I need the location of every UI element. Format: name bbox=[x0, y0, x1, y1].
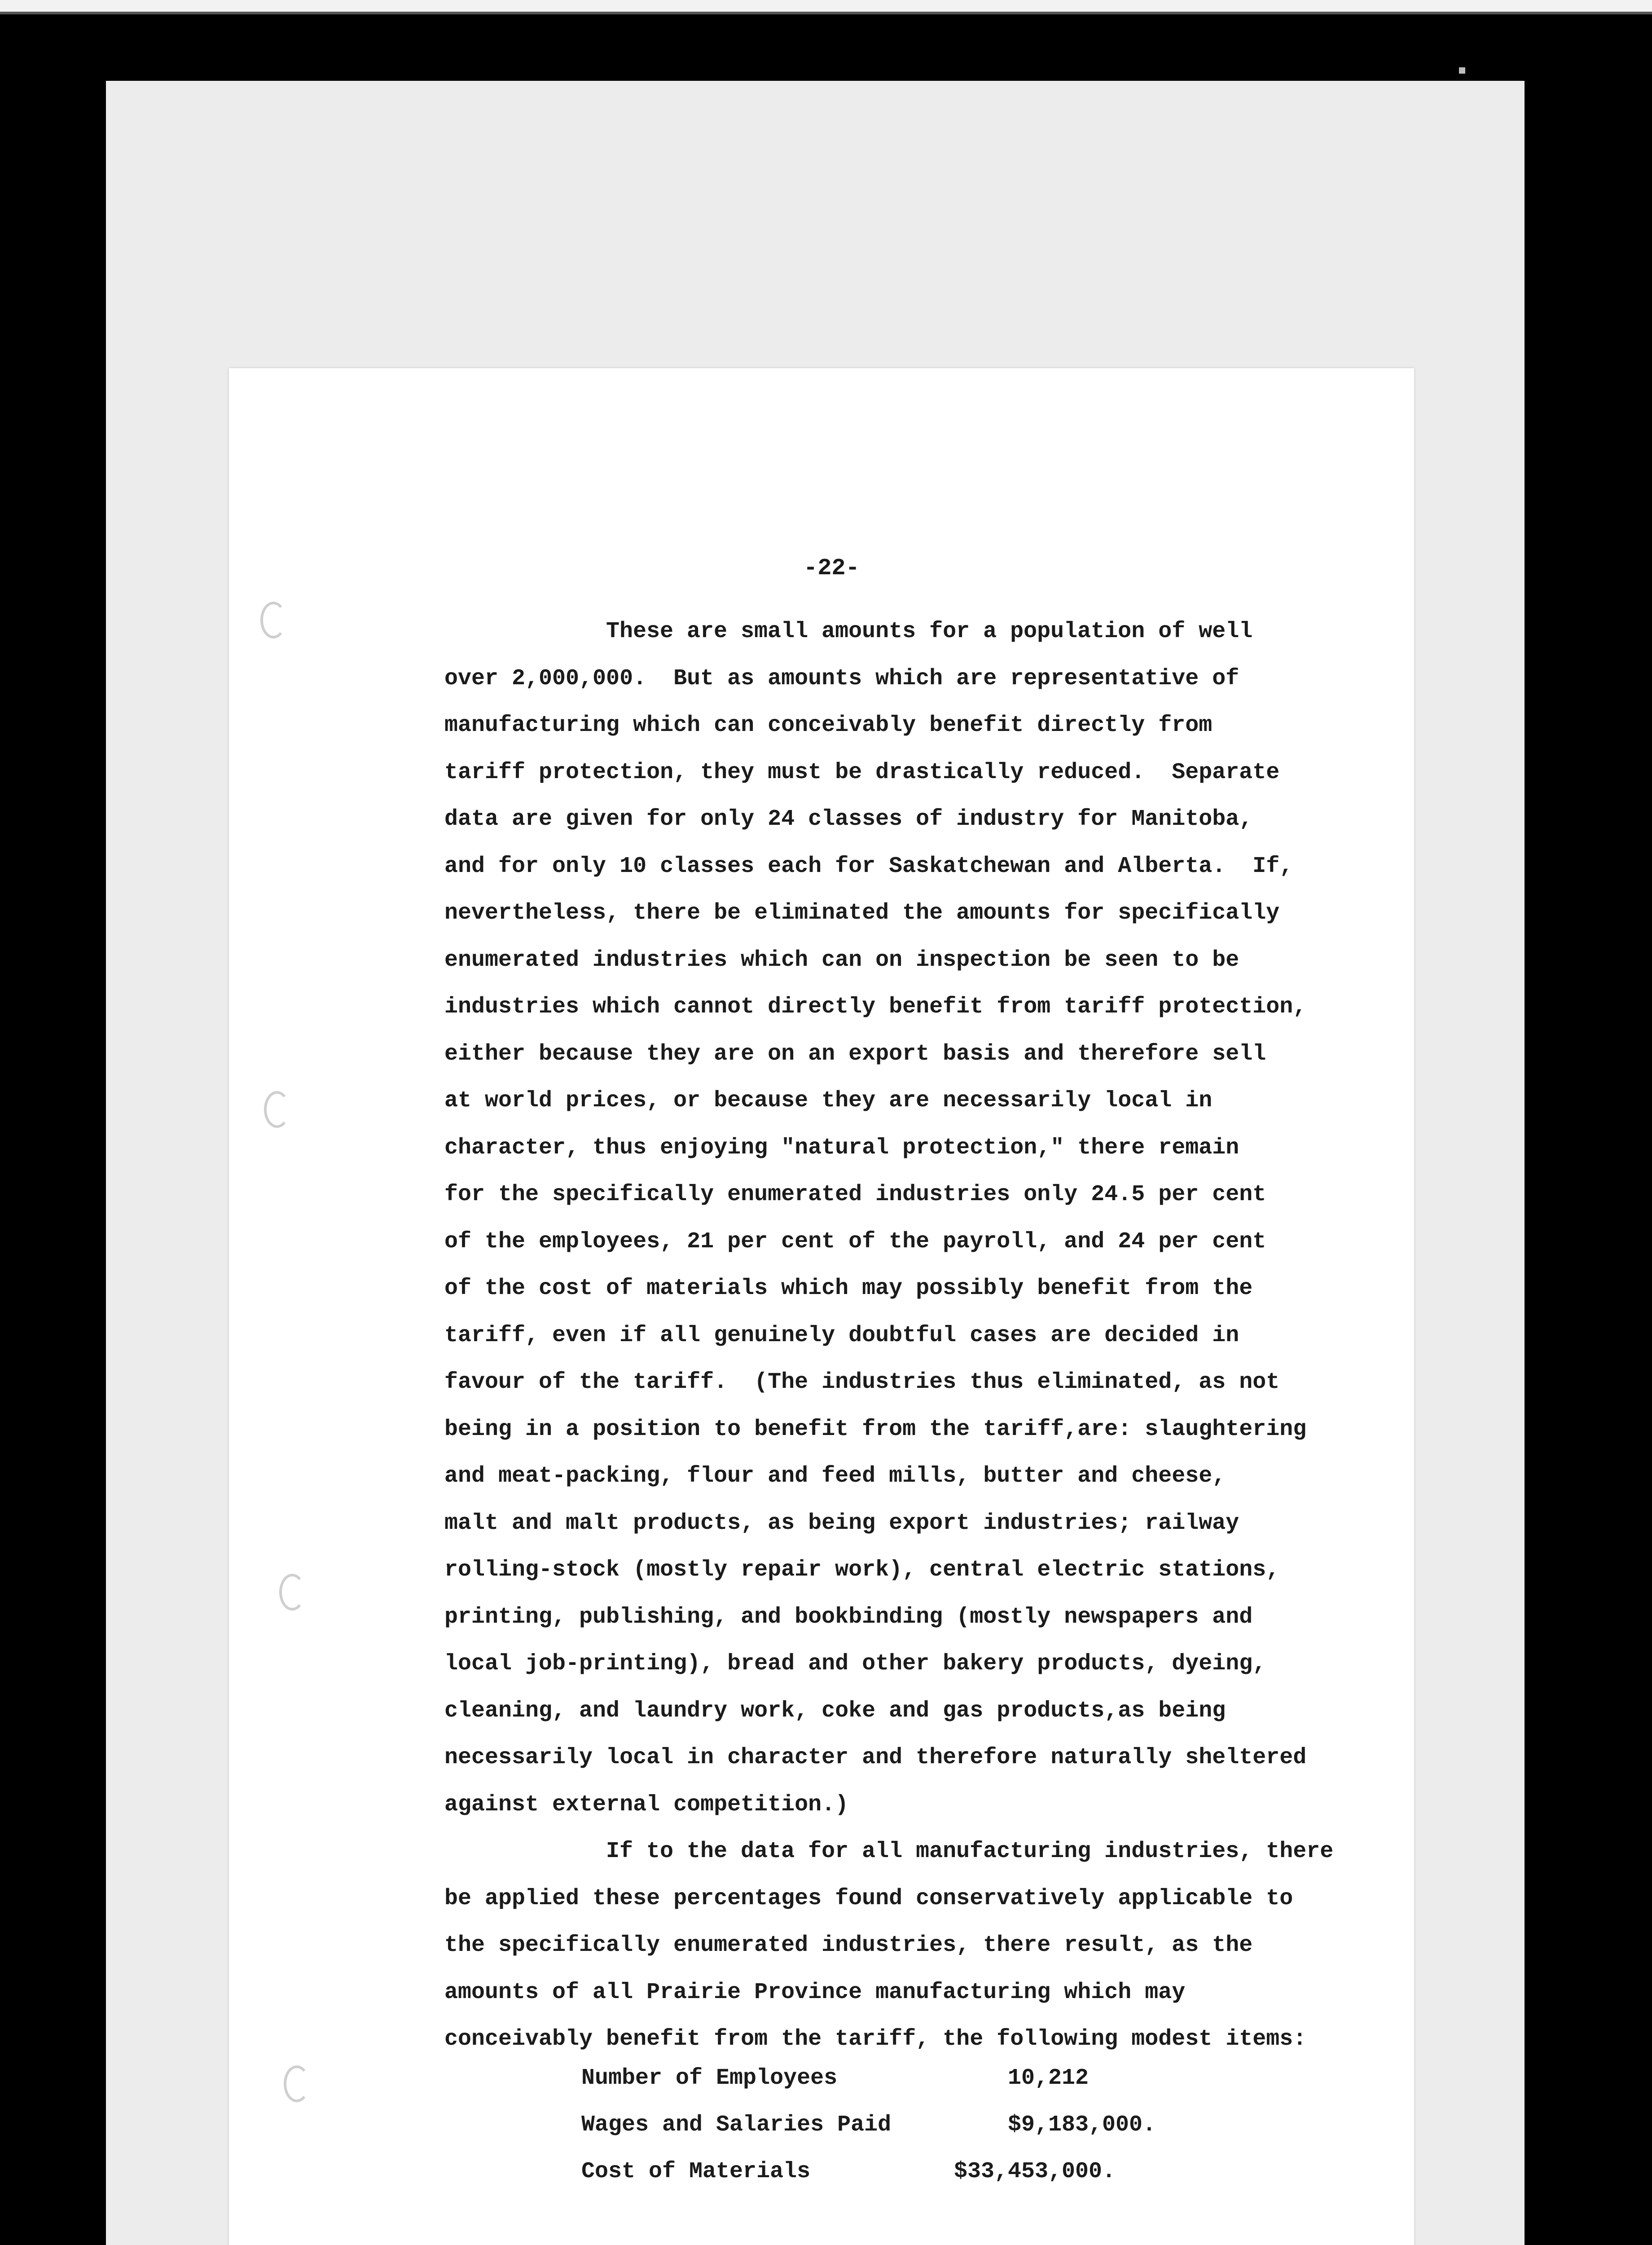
text-line: industries which cannot directly benefit from tariff protection, bbox=[444, 994, 1307, 1020]
text-line: necessarily local in character and therefore naturally sheltered bbox=[444, 1745, 1307, 1770]
text-line: local job-printing), bread and other bakery products, dyeing, bbox=[444, 1651, 1266, 1677]
text-line: of the cost of materials which may possibly benefit from the bbox=[444, 1276, 1253, 1301]
text-line: These are small amounts for a population of well bbox=[606, 619, 1253, 644]
text-line: being in a position to benefit from the tariff,are: slaughtering bbox=[444, 1416, 1307, 1442]
page-number: -22- bbox=[804, 555, 860, 581]
text-line: tariff, even if all genuinely doubtful cases are decided in bbox=[444, 1322, 1239, 1348]
text-line: manufacturing which can conceivably benefit directly from bbox=[444, 713, 1213, 738]
text-line: either because they are on an export basis and therefore sell bbox=[444, 1041, 1266, 1067]
text-line: If to the data for all manufacturing industries, there bbox=[606, 1839, 1334, 1864]
text-line: of the employees, 21 per cent of the payroll, and 24 per cent bbox=[444, 1228, 1266, 1255]
text-line: over 2,000,000. But as amounts which are representative of bbox=[444, 665, 1239, 691]
figure-row bbox=[581, 2159, 1165, 2205]
text-line: rolling-stock (mostly repair work), central electric stations, bbox=[444, 1557, 1280, 1583]
film-top-rule bbox=[0, 12, 1652, 14]
text-line: amounts of all Prairie Province manufacturing which may bbox=[444, 1979, 1186, 2005]
film-speck bbox=[1459, 67, 1465, 74]
text-line: enumerated industries which can on inspection be seen to be bbox=[444, 947, 1239, 973]
paragraph-1 bbox=[444, 608, 1365, 1828]
figure-label: Cost of Materials bbox=[581, 2159, 811, 2184]
punch-hole-4 bbox=[284, 2065, 310, 2102]
text-line: malt and malt products, as being export industries; railway bbox=[444, 1510, 1239, 1536]
figure-label: Number of Employees bbox=[581, 2065, 838, 2091]
text-line: against external competition.) bbox=[444, 1792, 849, 1818]
text-line: and meat-packing, flour and feed mills, butter and cheese, bbox=[444, 1463, 1226, 1489]
punch-hole-3 bbox=[279, 1574, 305, 1611]
figure-value: $33,453,000. bbox=[954, 2159, 1116, 2184]
text-line: printing, publishing, and bookbinding (mostly newspapers and bbox=[444, 1604, 1253, 1630]
text-line: the specifically enumerated industries, there result, as the bbox=[444, 1932, 1253, 1958]
paragraph-2 bbox=[444, 1828, 1365, 2063]
figure-value: $9,183,000. bbox=[1008, 2112, 1156, 2138]
figures-table bbox=[581, 2065, 1165, 2205]
text-line: favour of the tariff. (The industries thus eliminated, as not bbox=[444, 1369, 1280, 1395]
text-line: and for only 10 classes each for Saskatchewan and Alberta. If, bbox=[444, 853, 1293, 879]
text-line: conceivably benefit from the tariff, the following modest items: bbox=[444, 2026, 1307, 2052]
figure-value: 10,212 bbox=[1008, 2065, 1089, 2091]
text-line: be applied these percentages found conservatively applicable to bbox=[444, 1885, 1293, 1911]
body-text bbox=[444, 608, 1365, 2063]
figure-row bbox=[581, 2112, 1165, 2159]
film-top-strip bbox=[0, 0, 1652, 12]
figure-row bbox=[581, 2065, 1165, 2112]
text-line: tariff protection, they must be drastically reduced. Separate bbox=[444, 759, 1280, 785]
text-line: nevertheless, there be eliminated the amounts for specifically bbox=[444, 900, 1280, 926]
text-line: at world prices, or because they are necessarily local in bbox=[444, 1088, 1213, 1114]
text-line: for the specifically enumerated industries only 24.5 per cent bbox=[444, 1182, 1266, 1207]
text-line: character, thus enjoying "natural protection," there remain bbox=[444, 1135, 1239, 1161]
figure-label: Wages and Salaries Paid bbox=[581, 2112, 892, 2138]
text-line: cleaning, and laundry work, coke and gas products,as being bbox=[444, 1698, 1226, 1724]
text-line: data are given for only 24 classes of industry for Manitoba, bbox=[444, 806, 1253, 832]
punch-hole-1 bbox=[260, 602, 286, 638]
punch-hole-2 bbox=[264, 1091, 290, 1128]
